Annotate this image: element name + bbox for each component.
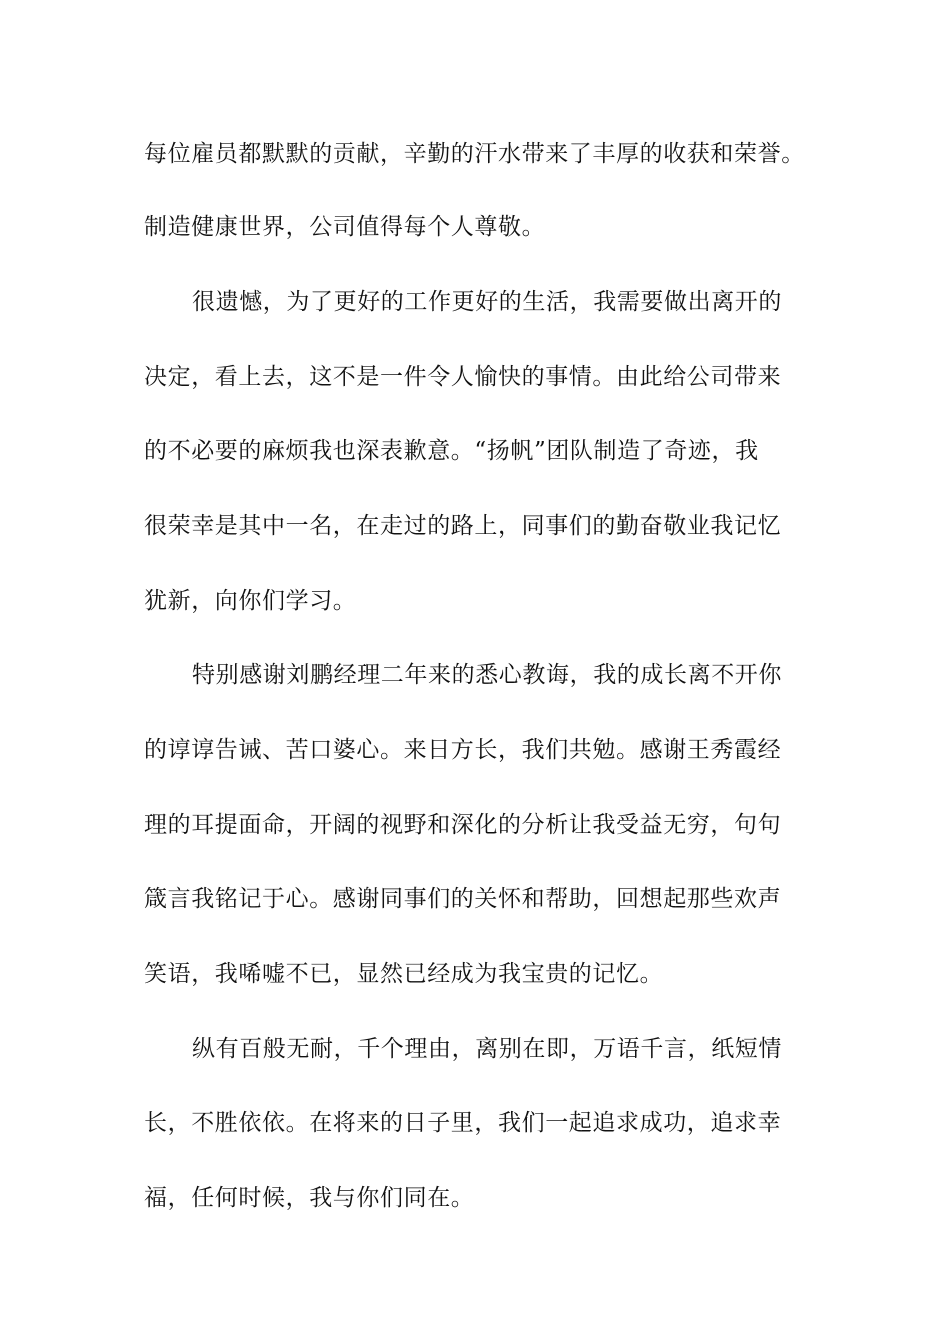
text-line: 每位雇员都默默的贡献，辛勤的汗水带来了丰厚的收获和荣誉。 [144, 141, 805, 167]
paragraph-start-line: 纵有百般无耐，千个理由，离别在即，万语千言，纸短情 [192, 1036, 782, 1062]
text-line: 的谆谆告诫、苦口婆心。来日方长，我们共勉。感谢王秀霞经 [144, 737, 782, 763]
text-line: 犹新，向你们学习。 [144, 588, 357, 614]
text-line: 箴言我铭记于心。感谢同事们的关怀和帮助，回想起那些欢声 [144, 886, 782, 912]
paragraph-start-line: 特别感谢刘鹏经理二年来的悉心教诲，我的成长离不开你 [192, 662, 782, 688]
text-line: 的不必要的麻烦我也深表歉意。“扬帆”团队制造了奇迹，我 [144, 438, 759, 464]
text-line: 长，不胜依依。在将来的日子里，我们一起追求成功，追求幸 [144, 1110, 782, 1136]
paragraph-start-line: 很遗憾，为了更好的工作更好的生活，我需要做出离开的 [192, 289, 782, 315]
text-line: 福，任何时候，我与你们同在。 [144, 1185, 475, 1211]
text-line: 制造健康世界，公司值得每个人尊敬。 [144, 214, 546, 240]
text-line: 决定，看上去，这不是一件令人愉快的事情。由此给公司带来 [144, 364, 782, 390]
text-line: 很荣幸是其中一名，在走过的路上，同事们的勤奋敬业我记忆 [144, 513, 782, 539]
text-line: 理的耳提面命，开阔的视野和深化的分析让我受益无穷，句句 [144, 812, 782, 838]
text-line: 笑语，我唏嘘不已，显然已经成为我宝贵的记忆。 [144, 961, 664, 987]
